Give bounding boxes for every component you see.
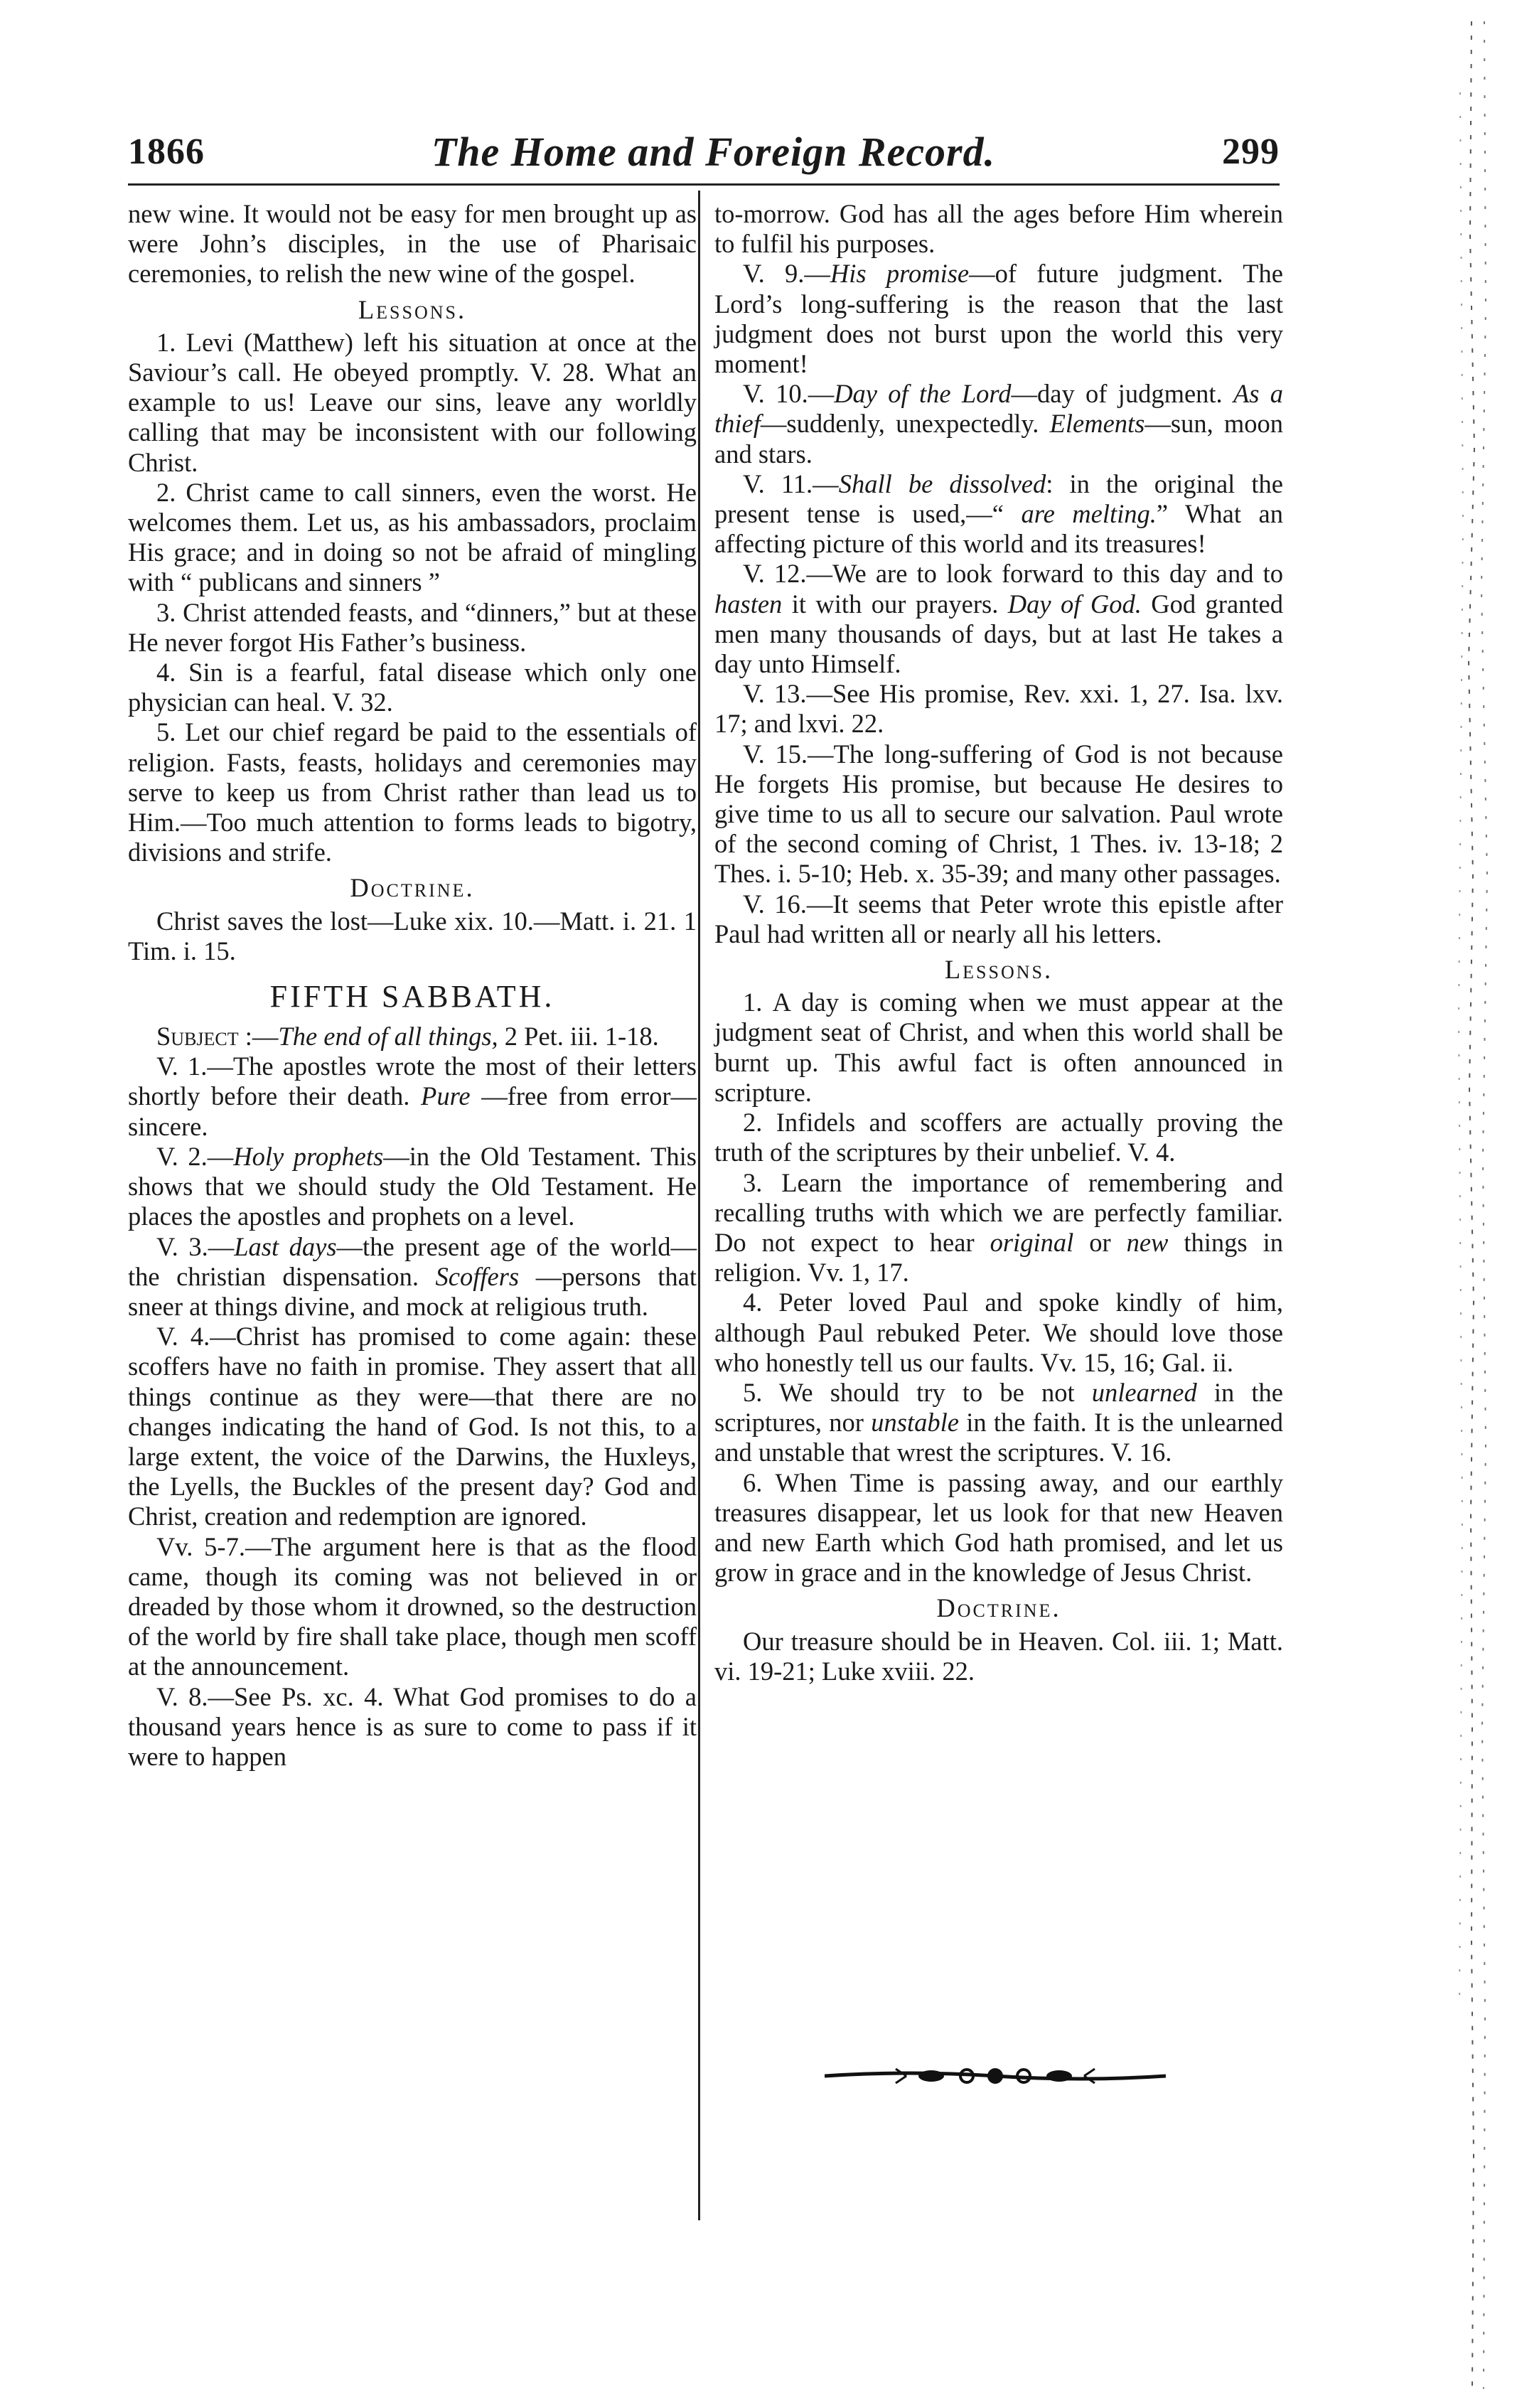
verse-text: —sun, moon and stars. bbox=[714, 409, 1283, 469]
verse-note bbox=[714, 559, 1283, 679]
verse-term: Elements bbox=[1049, 409, 1145, 439]
verse-note: V. 4.—Christ has promised to come again: these scoffers have no faith in promise. They assert that all things continue as they were—that there are no changes indicating the hand of God. Is not this, to a large extent, the voice of the Darwins, the Huxleys, the Lyells, the Buckles of the present day? God and Christ, creation and redemption are ignored. bbox=[128, 1322, 697, 1531]
verse-text: —day of judgment. bbox=[1011, 379, 1233, 409]
verse-text: V. 1.—The apostles wrote the most of their letters shortly before their death. bbox=[128, 1052, 697, 1111]
lesson-text: things in religion. Vv. 1, 17. bbox=[714, 1227, 1283, 1288]
ornament-divider bbox=[825, 2062, 1166, 2090]
verse-text: —the present age of the world—the christian dispensation. bbox=[128, 1231, 697, 1291]
verse-note bbox=[714, 379, 1283, 469]
verse-term: Pure bbox=[421, 1081, 471, 1111]
verse-text: V. 12.—We are to look forward to this day and to bbox=[743, 559, 1283, 589]
subject-line bbox=[128, 1022, 697, 1052]
verse-term: Last days bbox=[234, 1231, 337, 1261]
verse-note bbox=[128, 1142, 697, 1232]
lesson-text: 3. Learn the importance of remembering and recalling truths with which we are perfectly familiar. Do not expect to hear bbox=[714, 1167, 1283, 1257]
lesson-term: new bbox=[1126, 1227, 1169, 1257]
doctrine-text: Our treasure should be in Heaven. Col. iii. 1; Matt. vi. 19-21; Luke xviii. 22. bbox=[714, 1626, 1283, 1686]
lesson-item: 4. Peter loved Paul and spoke kindly of him, although Paul rebuked Peter. We should love those who honestly tell us our faults. Vv. 15, 16; Gal. ii. bbox=[714, 1288, 1283, 1377]
verse-text: : in the original the present tense is used,—“ bbox=[714, 469, 1283, 529]
lesson-text: in the faith. It is the unlearned and unstable that wrest the scriptures. V. 16. bbox=[714, 1408, 1284, 1467]
column-divider bbox=[698, 191, 700, 2220]
lesson-item bbox=[714, 1378, 1283, 1468]
lesson-text: 5. We should try to be not bbox=[743, 1377, 1092, 1407]
verse-term: Holy prophets bbox=[233, 1141, 384, 1171]
verse-text: V. 11.— bbox=[743, 469, 839, 498]
verse-term: Shall be dissolved bbox=[838, 469, 1046, 498]
subject-label: Subject :— bbox=[156, 1022, 279, 1052]
verse-text: V. 9.— bbox=[743, 259, 830, 289]
verse-note bbox=[714, 469, 1283, 560]
verse-term: His promise bbox=[830, 259, 970, 289]
verse-text: —of future judgment. The Lord’s long-suffering is the reason that the last judgment does not burst upon the world this very moment! bbox=[714, 259, 1284, 379]
verse-note bbox=[128, 1232, 697, 1322]
verse-text: ” What an affecting picture of this world and its treasures! bbox=[714, 499, 1283, 559]
verse-term: hasten bbox=[714, 589, 783, 619]
lesson-item: 4. Sin is a fearful, fatal disease which only one physician can heal. V. 32. bbox=[128, 658, 697, 717]
verse-note: V. 13.—See His promise, Rev. xxi. 1, 27. Isa. lxv. 17; and lxvi. 22. bbox=[714, 679, 1283, 739]
lesson-term: unstable bbox=[871, 1408, 959, 1438]
lesson-item: 3. Christ attended feasts, and “dinners,” but at these He never forgot His Father’s business. bbox=[128, 597, 697, 657]
lesson-term: original bbox=[990, 1227, 1074, 1257]
lesson-item: 6. When Time is passing away, and our earthly treasures disappear, let us look for that new Heaven and new Earth which God hath promised, and let us grow in grace and in the knowledge of Jesus Christ. bbox=[714, 1467, 1283, 1588]
doctrine-heading: Doctrine. bbox=[936, 1593, 1061, 1623]
lesson-item: 2. Infidels and scoffers are actually proving the truth of the scriptures by their unbelief. V. 4. bbox=[714, 1108, 1283, 1167]
verse-term: Day of the Lord bbox=[834, 379, 1012, 409]
lesson-term: unlearned bbox=[1091, 1377, 1197, 1407]
verse-text: —persons that sneer at things divine, and mock at religious truth. bbox=[128, 1261, 697, 1321]
verse-term: As a thief bbox=[714, 379, 1284, 439]
lessons-heading: Lessons. bbox=[358, 294, 467, 324]
verse-term: are melting. bbox=[1021, 499, 1157, 529]
verse-note: V. 8.—See Ps. xc. 4. What God promises to do a thousand years hence is as sure to come to pass if it were to happen bbox=[128, 1681, 697, 1771]
right-column bbox=[714, 199, 1283, 1686]
left-column bbox=[128, 199, 697, 1772]
verse-text: —in the Old Testament. This shows that we should study the Old Testament. He places the apostles and prophets on a level. bbox=[128, 1141, 697, 1231]
running-head bbox=[128, 119, 1280, 186]
header-year: 1866 bbox=[128, 131, 205, 172]
verse-text: —suddenly, unexpectedly. bbox=[760, 409, 1050, 439]
lesson-item: 2. Christ came to call sinners, even the worst. He welcomes them. Let us, as his ambassadors, proclaim His grace; and in doing so not be afraid of mingling with “ publicans and sinners ” bbox=[128, 477, 697, 597]
verse-note bbox=[128, 1052, 697, 1142]
verse-term: Day of God. bbox=[1007, 589, 1142, 619]
page-number: 299 bbox=[1222, 131, 1280, 172]
subject-title: The end of all things, bbox=[278, 1022, 498, 1052]
verse-text: V. 3.— bbox=[156, 1231, 235, 1261]
intro-paragraph: new wine. It would not be easy for men brought up as were John’s disciples, in the use of Pharisaic ceremonies, to relish the new wine of the gospel. bbox=[128, 199, 697, 289]
doctrine-text: Christ saves the lost—Luke xix. 10.—Matt. i. 21. 1 Tim. i. 15. bbox=[128, 906, 697, 965]
lesson-item: 1. Levi (Matthew) left his situation at once at the Saviour’s call. He obeyed promptly. V. 28. What an example to us! Leave our sins, leave any worldly calling that may be inconsistent with our following Christ. bbox=[128, 327, 697, 477]
lesson-text: or bbox=[1073, 1227, 1127, 1257]
verse-note: Vv. 5-7.—The argument here is that as the flood came, though its coming was not believed in or dreaded by those whom it drowned, so the destruction of the world by fire shall take place, though men scoff at the announcement. bbox=[128, 1531, 697, 1681]
header-title: The Home and Foreign Record. bbox=[431, 128, 996, 175]
page-edge-noise bbox=[1450, 21, 1500, 2389]
fifth-sabbath-heading: FIFTH SABBATH. bbox=[269, 979, 555, 1015]
verse-text: God granted men many thousands of days, but at last He takes a day unto Himself. bbox=[714, 589, 1284, 679]
verse-note: V. 15.—The long-suffering of God is not because He forgets His promise, but because He desires to give time to us all to secure our salvation. Paul wrote of the second coming of Christ, 1 Thes. iv. 13-18; 2 Thes. i. 5-10; Heb. x. 35-39; and many other passages. bbox=[714, 739, 1283, 889]
lesson-text: in the scriptures, nor bbox=[714, 1377, 1283, 1438]
verse-note: V. 16.—It seems that Peter wrote this epistle after Paul had written all or nearly all his letters. bbox=[714, 889, 1283, 948]
continued-paragraph: to-morrow. God has all the ages before Him wherein to fulfil his purposes. bbox=[714, 199, 1283, 259]
verse-text: V. 10.— bbox=[743, 379, 835, 409]
lesson-item: 5. Let our chief regard be paid to the essentials of religion. Fasts, feasts, holidays and ceremonies may serve to keep us from Christ rather than lead us to Him.—Too much attention to forms leads to bigotry, divisions and strife. bbox=[128, 717, 697, 867]
verse-text: it with our prayers. bbox=[782, 589, 1008, 619]
verse-note bbox=[714, 259, 1283, 379]
lessons-heading: Lessons. bbox=[944, 955, 1054, 985]
subject-reference: 2 Pet. iii. 1-18. bbox=[498, 1022, 659, 1052]
doctrine-heading: Doctrine. bbox=[350, 873, 475, 903]
verse-text: —free from error—sincere. bbox=[128, 1081, 697, 1141]
verse-term: Scoffers bbox=[435, 1261, 520, 1291]
verse-text: V. 2.— bbox=[156, 1141, 234, 1171]
lesson-item: 1. A day is coming when we must appear at the judgment seat of Christ, and when this world shall be burnt up. This awful fact is often announced in scripture. bbox=[714, 988, 1283, 1107]
lesson-item bbox=[714, 1168, 1283, 1288]
